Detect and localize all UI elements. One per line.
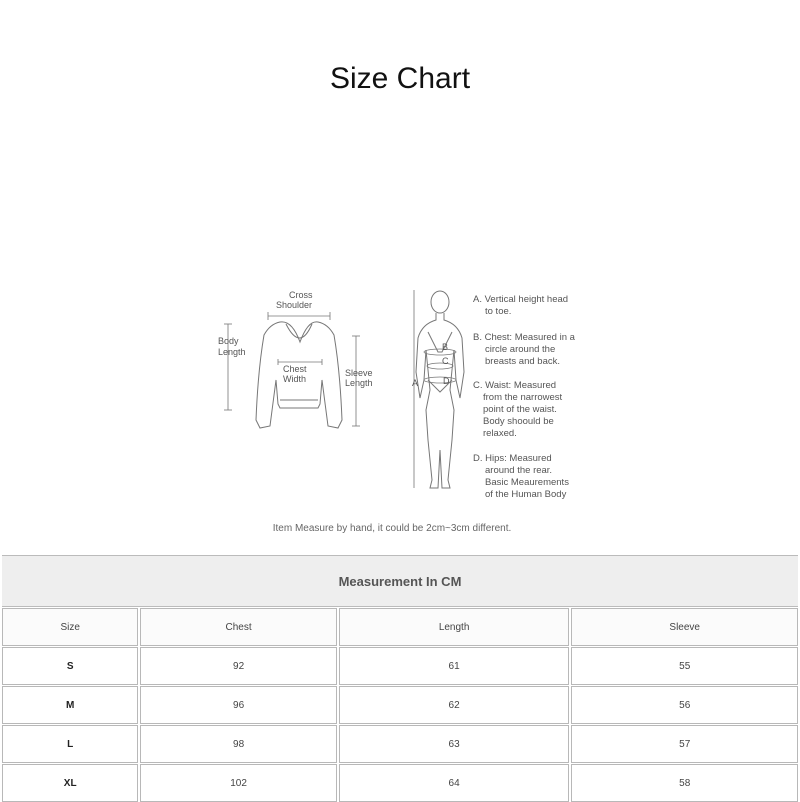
length-cell: 61 <box>339 647 570 685</box>
sleeve-label: Sleeve <box>345 368 373 378</box>
def-c-line-4: Body shoould be <box>483 416 554 427</box>
size-cell: S <box>2 647 138 685</box>
length-cell: 62 <box>339 686 570 724</box>
def-d-line-4: of the Human Body <box>485 489 567 500</box>
sleeve-cell: 56 <box>571 686 798 724</box>
def-c-line-5: relaxed. <box>483 428 517 439</box>
size-cell: L <box>2 725 138 763</box>
length-cell: 63 <box>339 725 570 763</box>
size-cell: XL <box>2 764 138 802</box>
def-d-line-2: around the rear. <box>485 465 553 476</box>
figure-outline <box>416 313 464 488</box>
def-c-line-3: point of the waist. <box>483 404 557 415</box>
def-c-line-2: from the narrowest <box>483 392 563 403</box>
table-heading: Measurement In CM <box>2 555 798 607</box>
table-row <box>2 725 798 763</box>
letter-c: C <box>442 356 449 366</box>
column-header-size: Size <box>2 608 138 646</box>
chest-label: Chest <box>283 364 307 374</box>
chest-cell: 92 <box>140 647 336 685</box>
chest-cell: 98 <box>140 725 336 763</box>
def-b-line-2: circle around the <box>485 344 556 355</box>
size-table <box>0 555 800 802</box>
def-d-line-3: Basic Meaurements <box>485 477 569 488</box>
chest-cell: 102 <box>140 764 336 802</box>
sleeve-cell: 57 <box>571 725 798 763</box>
def-b-line-3: breasts and back. <box>485 356 560 367</box>
def-a-line-1: A. Vertical height head <box>473 294 569 305</box>
measurement-diagram <box>200 280 600 510</box>
column-header-chest: Chest <box>140 608 336 646</box>
def-d-line-1: D. Hips: Measured <box>473 453 552 464</box>
chest-cell: 96 <box>140 686 336 724</box>
body-figure <box>416 291 464 488</box>
length-cell: 64 <box>339 764 570 802</box>
measurement-diagram-svg <box>200 280 600 510</box>
column-header-length: Length <box>339 608 570 646</box>
cross-label: Cross <box>289 290 313 300</box>
table-row <box>2 764 798 802</box>
table-row <box>2 647 798 685</box>
letter-b: B <box>442 342 449 352</box>
letter-d: D <box>443 376 450 386</box>
letter-a: A <box>412 378 419 388</box>
def-c-line-1: C. Waist: Measured <box>473 380 557 391</box>
table-header-row <box>2 608 798 646</box>
table-row <box>2 686 798 724</box>
def-a-line-2: to toe. <box>485 306 512 317</box>
measurement-note: Item Measure by hand, it could be 2cm~3cm different. <box>272 523 512 534</box>
shoulder-label: Shoulder <box>276 300 313 310</box>
sleeve-cell: 55 <box>571 647 798 685</box>
column-header-sleeve: Sleeve <box>571 608 798 646</box>
size-cell: M <box>2 686 138 724</box>
sleeve-cell: 58 <box>571 764 798 802</box>
sleeve-length-label: Length <box>345 378 373 388</box>
body-label: Body <box>218 336 239 346</box>
cross-shoulder-arrow <box>268 312 330 320</box>
def-b-line-1: B. Chest: Measured in a <box>473 332 575 343</box>
page-title: Size Chart <box>329 62 471 95</box>
width-label: Width <box>283 374 307 384</box>
body-length-label: Length <box>218 347 246 357</box>
figure-head <box>431 291 449 313</box>
measurement-definitions <box>473 294 576 500</box>
